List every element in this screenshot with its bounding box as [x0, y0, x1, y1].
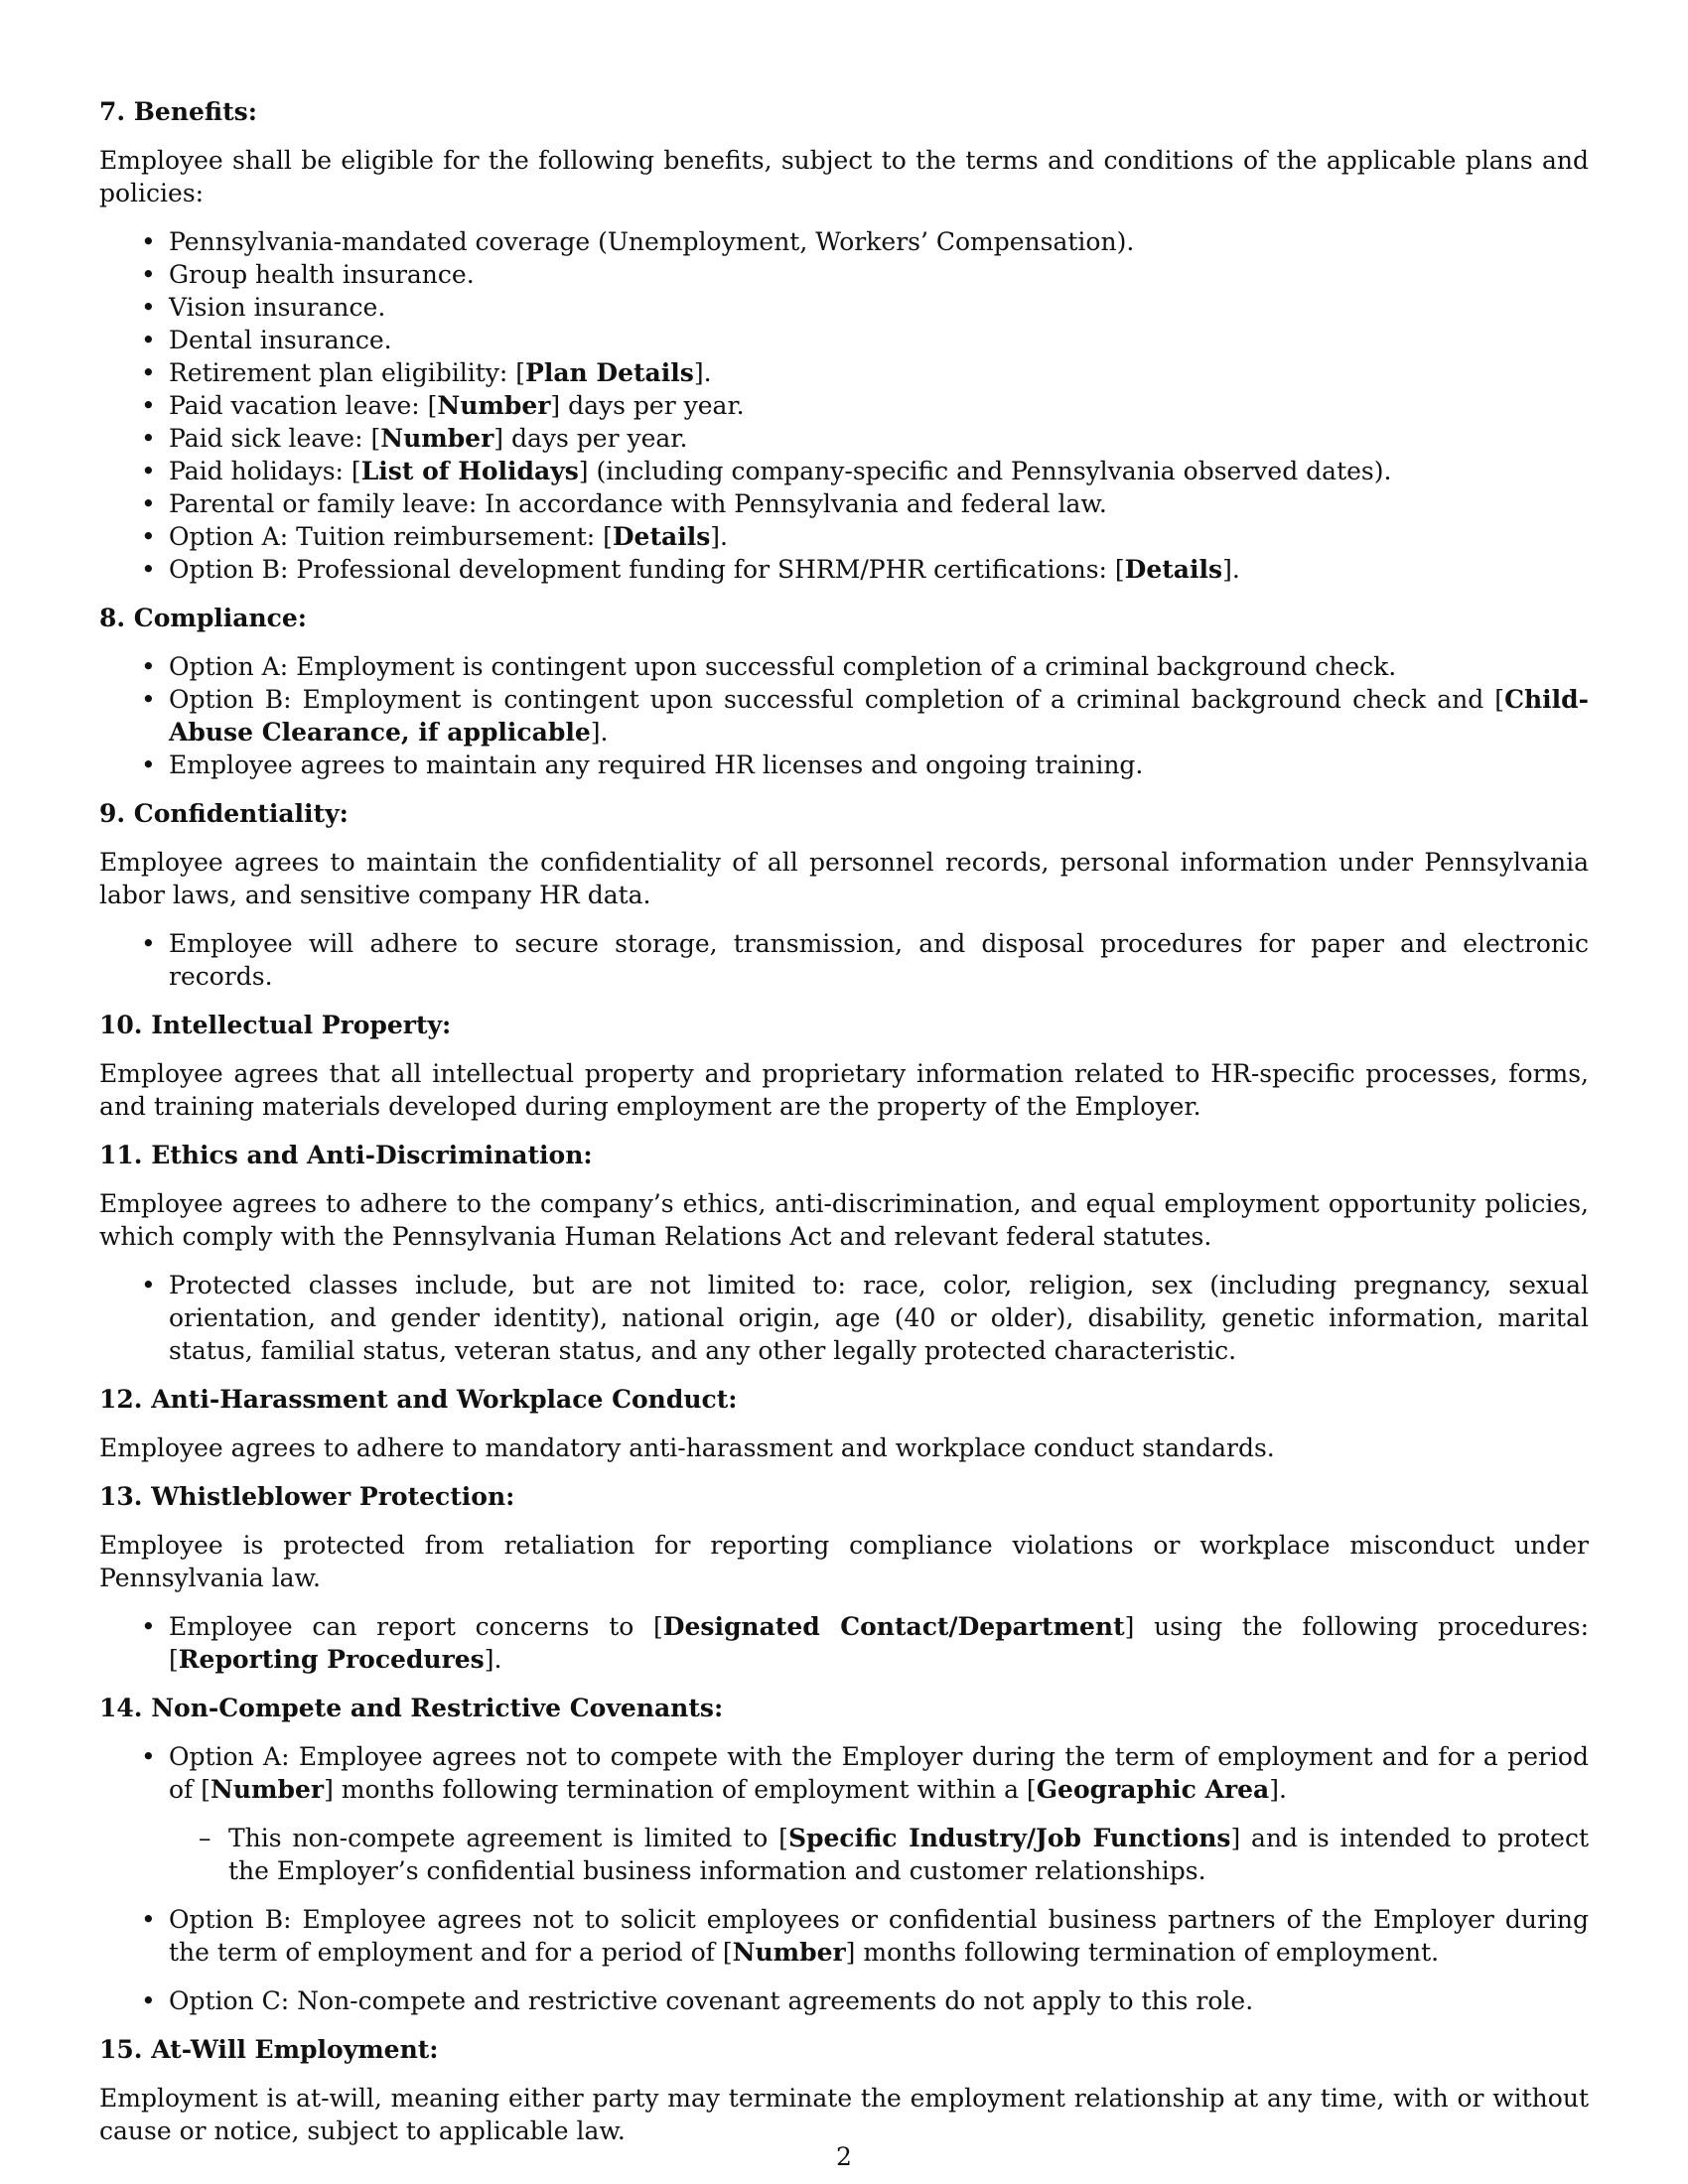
section-heading-non-compete: 14. Non-Compete and Restrictive Covenants:: [99, 1694, 724, 1722]
list-item: • Option B: Employment is contingent upon successful completion of a criminal background check and [Child-Abuse Clearance, if applicable].: [141, 685, 1589, 747]
document-page: [99, 95, 1589, 2163]
bullet-icon: •: [141, 326, 156, 354]
section-heading-whistleblower: 13. Whistleblower Protection:: [99, 1482, 515, 1511]
placeholder-field: Designated Contact/Department: [662, 1612, 1125, 1641]
placeholder-field: Plan Details: [525, 358, 694, 387]
section-heading-intellectual-property: 10. Intellectual Property:: [99, 1011, 452, 1039]
placeholder-field: Number: [437, 391, 551, 420]
bullet-icon: •: [141, 652, 156, 681]
placeholder-field: Details: [612, 522, 711, 551]
bullet-icon: •: [141, 293, 156, 322]
list-item: • Dental insurance.: [141, 326, 392, 354]
list-item: • Option A: Employment is contingent upon successful completion of a criminal background check.: [141, 652, 1397, 681]
compliance-list: [99, 650, 1589, 781]
non-compete-list: [99, 1740, 1589, 2017]
placeholder-field: Reporting Procedures: [178, 1645, 485, 1674]
placeholder-field: List of Holidays: [360, 457, 579, 485]
section-heading-anti-harassment: 12. Anti-Harassment and Workplace Conduct:: [99, 1385, 738, 1414]
list-item: • Paid holidays: [List of Holidays] (including company-specific and Pennsylvania observed dates).: [141, 457, 1392, 485]
placeholder-field: Number: [380, 424, 494, 453]
list-item: • Employee agrees to maintain any required HR licenses and ongoing training.: [141, 751, 1144, 779]
bullet-icon: •: [141, 391, 156, 420]
placeholder-field: Number: [732, 1938, 846, 1967]
list-item: • Employee can report concerns to [Designated Contact/Department] using the following procedures: [Reporting Procedures].: [141, 1612, 1589, 1674]
bullet-icon: •: [141, 227, 156, 256]
placeholder-field: Details: [1124, 555, 1223, 584]
placeholder-field: Geographic Area: [1036, 1775, 1270, 1804]
dash-icon: –: [199, 1824, 211, 1852]
section-heading-at-will: 15. At-Will Employment:: [99, 2035, 439, 2064]
bullet-icon: •: [141, 1986, 156, 2015]
list-item: • Option B: Employee agrees not to solicit employees or confidential business partners of the Employer during the term of employment and for a period of [Number] months following termination of employment.: [141, 1905, 1589, 1967]
bullet-icon: •: [141, 1905, 156, 1934]
list-item: • Employee will adhere to secure storage, transmission, and disposal procedures for paper and electronic records.: [141, 929, 1589, 991]
placeholder-field: Number: [211, 1775, 325, 1804]
list-item: • Group health insurance.: [141, 260, 475, 289]
bullet-icon: •: [141, 424, 156, 453]
list-item: • Parental or family leave: In accordance with Pennsylvania and federal law.: [141, 489, 1107, 518]
bullet-icon: •: [141, 685, 156, 714]
list-item: • Option B: Professional development funding for SHRM/PHR certifications: [Details].: [141, 555, 1240, 584]
section-heading-ethics: 11. Ethics and Anti-Discrimination:: [99, 1141, 593, 1169]
ethics-intro: Employee agrees to adhere to the company’s ethics, anti-discrimination, and equal employment opportunity policies, which comply with the Pennsylvania Human Relations Act and relevant federal statutes.: [99, 1189, 1589, 1251]
list-item: • Vision insurance.: [141, 293, 386, 322]
list-item: • Option C: Non-compete and restrictive covenant agreements do not apply to this role.: [141, 1986, 1254, 2015]
bullet-icon: •: [141, 1612, 156, 1641]
list-item: • Retirement plan eligibility: [Plan Details].: [141, 358, 712, 387]
list-item: • Option A: Employee agrees not to compete with the Employer during the term of employment and for a period of [Number] months following termination of employment within a [Geographic Area]. – This non-compete agreement is limited to [Specific Industry/Job Functions] and is intended to protect the Employer’s confidential business information and customer relationships.: [141, 1742, 1589, 1885]
anti-harassment-text: Employee agrees to adhere to mandatory anti-harassment and workplace conduct standards.: [99, 1433, 1275, 1462]
intellectual-property-text: Employee agrees that all intellectual property and proprietary information related to HR-specific processes, forms, and training materials developed during employment are the property of the Employer.: [99, 1059, 1589, 1121]
page-number: 2: [836, 2142, 852, 2171]
bullet-icon: •: [141, 1742, 156, 1771]
bullet-icon: •: [141, 489, 156, 518]
bullet-icon: •: [141, 457, 156, 485]
whistleblower-list: [99, 1610, 1589, 1676]
list-item: • Protected classes include, but are not limited to: race, color, religion, sex (including pregnancy, sexual orientation, and gender identity), national origin, age (40 or older), disability, genetic information, marital status, familial status, veteran status, and any other legally protected characteristic.: [141, 1271, 1589, 1365]
bullet-icon: •: [141, 1271, 156, 1299]
benefits-intro: Employee shall be eligible for the following benefits, subject to the terms and conditions of the applicable plans and policies:: [99, 146, 1589, 207]
bullet-icon: •: [141, 751, 156, 779]
placeholder-field: Child-Abuse Clearance, if applicable: [169, 685, 1589, 747]
list-item: • Paid vacation leave: [Number] days per year.: [141, 391, 745, 420]
confidentiality-list: [99, 927, 1589, 993]
bullet-icon: •: [141, 522, 156, 551]
bullet-icon: •: [141, 555, 156, 584]
bullet-icon: •: [141, 929, 156, 958]
at-will-text: Employment is at-will, meaning either party may terminate the employment relationship at any time, with or without cause or notice, subject to applicable law.: [99, 2084, 1589, 2145]
list-item: • Paid sick leave: [Number] days per year.: [141, 424, 688, 453]
non-compete-sublist: [169, 1822, 1589, 1887]
sub-list-item: – This non-compete agreement is limited to [Specific Industry/Job Functions] and is intended to protect the Employer’s confidential business information and customer relationships.: [199, 1824, 1589, 1885]
section-heading-compliance: 8. Compliance:: [99, 604, 308, 632]
bullet-icon: •: [141, 260, 156, 289]
section-heading-confidentiality: 9. Confidentiality:: [99, 799, 349, 828]
whistleblower-intro: Employee is protected from retaliation for reporting compliance violations or workplace misconduct under Pennsylvania law.: [99, 1531, 1589, 1592]
benefits-list: [99, 225, 1589, 586]
ethics-list: [99, 1269, 1589, 1367]
confidentiality-intro: Employee agrees to maintain the confidentiality of all personnel records, personal information under Pennsylvania labor laws, and sensitive company HR data.: [99, 848, 1589, 909]
section-heading-benefits: 7. Benefits:: [99, 97, 257, 126]
list-item: • Option A: Tuition reimbursement: [Details].: [141, 522, 728, 551]
list-item: • Pennsylvania-mandated coverage (Unemployment, Workers’ Compensation).: [141, 227, 1135, 256]
bullet-icon: •: [141, 358, 156, 387]
placeholder-field: Specific Industry/Job Functions: [787, 1824, 1231, 1852]
